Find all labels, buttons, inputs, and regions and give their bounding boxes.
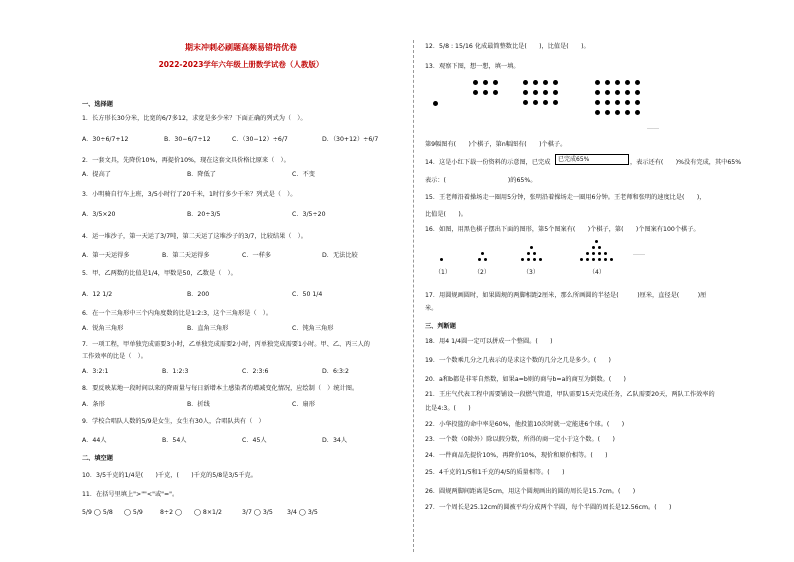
question-20: 20．a和b都是非零自然数，如果a=b则的商与b=a的商互为倒数。( ) (425, 376, 626, 383)
chess-piece (595, 110, 600, 115)
chess-piece (433, 101, 438, 106)
question-27: 27．一个周长是25.12cm的圆被平均分成两个半圆，每个半圆的周长是12.56cm。( ) (425, 504, 672, 511)
question-6: 6．在一个三角形中三个内角度数的比是1:2:3，这个三角形是（ ）。 (82, 310, 273, 317)
page-subtitle: 2022-2023学年六年级上册数学试卷（人教版） (158, 60, 324, 69)
chess-piece (553, 80, 558, 85)
chess-piece (635, 90, 640, 95)
chess-piece (625, 80, 630, 85)
q7-option-c: C．2:3:6 (242, 368, 269, 375)
q5-option-b: B．200 (187, 291, 210, 298)
column-divider (413, 40, 414, 552)
chess-piece (473, 90, 478, 95)
left-column (82, 0, 400, 562)
chess-piece (533, 258, 536, 261)
chess-piece (543, 90, 548, 95)
chess-piece (527, 252, 530, 255)
chess-piece (605, 80, 610, 85)
chess-piece (586, 252, 589, 255)
question-18: 18．用4 1/4圆一定可以拼成一个整圆。( ) (425, 338, 553, 345)
question-15-line1: 15．王老师沿着操场走一圈用5分钟，张明沿着操场走一圈用6分钟。王老师和张明的速度比是( )， (425, 194, 706, 201)
q5-option-a: A．12 1/2 (82, 291, 113, 298)
chess-piece (483, 90, 488, 95)
question-8: 8．要反映某地一段时间以来的降雨量与每日新增本土感染者的增减变化情况，应绘制（ ）统计图。 (82, 385, 359, 392)
chess-piece (605, 100, 610, 105)
q3-option-c: C．3/5÷20 (292, 211, 326, 218)
chess-piece (625, 90, 630, 95)
question-15-line2: 比值是( )。 (425, 211, 467, 218)
question-21-line1: 21．王庄气代表工程中需要铺设一段燃气管道，甲队需要15天完成任务，乙队需要20天，两队工作效率的 (425, 391, 715, 398)
chess-piece (595, 80, 600, 85)
q1-option-d: D．（30+12）÷6/7 (322, 136, 379, 143)
question-9: 9．学校合唱队人数的5/9是女生，女生有30人，合唱队共有（ ） (82, 418, 265, 425)
q9-option-c: C．45人 (242, 437, 267, 444)
q11-item-1: 5/9 ◯ 5/8 (82, 509, 113, 516)
chess-piece (595, 240, 598, 243)
q16-label-2: （2） (474, 269, 490, 276)
chess-piece (523, 90, 528, 95)
chess-piece (586, 258, 589, 261)
chess-piece (523, 80, 528, 85)
q6-option-b: B．直角三角形 (187, 325, 229, 332)
chess-piece (521, 258, 524, 261)
chess-piece (533, 252, 536, 255)
q3-option-a: A．3/5×20 (82, 211, 116, 218)
chess-piece (530, 246, 533, 249)
chess-piece (598, 252, 601, 255)
q13-ellipsis: …… (647, 124, 659, 131)
chess-piece (592, 252, 595, 255)
chess-piece (615, 100, 620, 105)
chess-piece (615, 80, 620, 85)
q8-option-a: A．条形 (82, 401, 105, 408)
chess-piece (592, 258, 595, 261)
chess-piece (543, 100, 548, 105)
chess-piece (635, 100, 640, 105)
chess-piece (598, 246, 601, 249)
question-5: 5．甲、乙两数的比值是1/4，甲数是50，乙数是（ ）。 (82, 270, 237, 277)
q16-label-3: （3） (523, 269, 539, 276)
question-7-line1: 7．一项工程，甲单独完成需要3小时，乙单独完成需要2小时，丙单独完成需要1小时。甲、乙、丙三人的 (82, 341, 370, 348)
chess-piece (523, 100, 528, 105)
q2-option-c: C．不变 (292, 171, 315, 178)
chess-piece (533, 90, 538, 95)
q6-option-c: C．钝角三角形 (292, 325, 334, 332)
chess-piece (484, 258, 487, 261)
chess-piece (604, 252, 607, 255)
question-13-fill: 第9幅图有( )个棋子，第n幅图有( )个棋子。 (425, 141, 567, 148)
question-11: 11．在括号里填上">""<"或"="。 (82, 491, 179, 498)
question-2: 2．一套文具，先降价10%，再提价10%，现在这套文具价格比原来（ ）。 (82, 157, 290, 164)
chess-piece (483, 80, 488, 85)
chess-piece (533, 80, 538, 85)
q4-option-d: D．无法比较 (322, 252, 358, 259)
question-3: 3．小明骑自行车上班，3/5小时行了20千米，1时行多少千米？列式是（ ）。 (82, 191, 297, 198)
q6-option-a: A．锐角三角形 (82, 325, 124, 332)
chess-piece (580, 258, 583, 261)
chess-piece (615, 110, 620, 115)
question-10: 10．3/5千克的1/4是( )千克，( )千克的5/8是3/5千克。 (82, 472, 257, 479)
q11-item-5: 3/7 ◯ 3/5 (242, 509, 273, 516)
chess-piece (625, 100, 630, 105)
question-1: 1．长方形长30分米，比宽的6/7多12，求宽是多少米？下面正确的列式为（ ）。 (82, 115, 307, 122)
q7-option-d: D．6:3:2 (322, 368, 349, 375)
q4-option-c: C．一样多 (242, 252, 272, 259)
q16-label-1: （1） (435, 269, 451, 276)
question-14-line2: 表示：( )的65%。 (425, 177, 537, 184)
chess-piece (533, 100, 538, 105)
q2-option-a: A．提高了 (82, 171, 111, 178)
q1-option-a: A．30÷6/7+12 (82, 136, 129, 143)
question-12: 12．5/8 : 15/16 化成最简整数比是( )，比值是( )。 (425, 43, 590, 50)
q16-ellipsis: …… (633, 250, 645, 257)
section-choice: 一、选择题 (82, 101, 113, 108)
question-17-line1: 17．用圆规画圆时，如果圆规的两脚相距2厘米，那么所画圆的半径是( )厘米，直径是( )厘 (425, 292, 707, 299)
q16-label-4: （4） (589, 269, 605, 276)
chess-piece (605, 90, 610, 95)
chess-piece (615, 90, 620, 95)
chess-piece (604, 258, 607, 261)
q1-option-c: C．（30−12）÷6/7 (232, 136, 288, 143)
section-judge: 三、判断题 (425, 323, 456, 330)
question-24: 24．一件商品先提价10%，再降价10%，现价和原价相等。( ) (425, 452, 608, 459)
chess-piece (493, 80, 498, 85)
q11-item-6: 3/4 ◯ 3/5 (287, 509, 318, 516)
question-16: 16．如图，用黑色棋子摆出下面的图形，第5个图案有( )个棋子，第( )个图案有100个棋子。 (425, 226, 700, 233)
question-22: 22．小华投篮的命中率是60%，他投篮10次时就一定能进6个球。( ) (425, 421, 625, 428)
q11-item-2: ◯ 5/9 (124, 509, 143, 516)
q14-text-a: 14．这是小红下载一份资料的示意图，已完成 (425, 159, 551, 166)
chess-piece (478, 258, 481, 261)
q7-option-a: A．3:2:1 (82, 368, 109, 375)
q4-option-a: A．第一天运得多 (82, 252, 130, 259)
chess-piece (610, 258, 613, 261)
q3-option-b: B．20÷3/5 (187, 211, 221, 218)
chess-piece (539, 258, 542, 261)
q11-item-4: ◯ 8×1/2 (194, 509, 222, 516)
q11-item-3: 8÷2 ◯ (160, 509, 182, 516)
q9-option-b: B．54人 (162, 437, 187, 444)
chess-piece (635, 80, 640, 85)
q14-text-b: ，表示还有( )%没有完成，其中65% (630, 159, 742, 166)
question-21-line2: 比是4:3。( ) (425, 405, 471, 412)
q5-option-c: C．50 1/4 (292, 291, 323, 298)
chess-piece (635, 110, 640, 115)
chess-piece (553, 90, 558, 95)
chess-piece (440, 258, 443, 261)
download-progress-box (555, 154, 629, 165)
chess-piece (493, 90, 498, 95)
question-4: 4．运一堆沙子，第一天运了3/7吨，第二天运了这堆沙子的3/7，比较结果（ ）。 (82, 233, 307, 240)
page-title: 期末冲刺必刷题高频易错培优卷 (185, 43, 297, 52)
question-25: 25．4千克的1/5和1千克的4/5的质量相等。( ) (425, 469, 565, 476)
chess-piece (553, 100, 558, 105)
question-13: 13．观察下图，想一想，填一填。 (425, 63, 520, 70)
q2-option-b: B．降低了 (187, 171, 216, 178)
question-7-line2: 工作效率的比是（ ）。 (82, 353, 147, 360)
chess-piece (605, 110, 610, 115)
question-19: 19．一个数乘几分之几表示的是求这个数的几分之几是多少。( ) (425, 357, 611, 364)
q9-option-a: A．44人 (82, 437, 107, 444)
chess-piece (473, 80, 478, 85)
q8-option-c: C．扇形 (292, 401, 315, 408)
q8-option-b: B．折线 (187, 401, 210, 408)
chess-piece (598, 258, 601, 261)
q7-option-b: B．1:2:3 (162, 368, 189, 375)
chess-piece (481, 252, 484, 255)
section-fill: 二、填空题 (82, 455, 113, 462)
question-26: 26．圆规两脚间距离是5cm，用这个圆规画出的圆的周长是15.7cm。( ) (425, 488, 636, 495)
chess-piece (595, 90, 600, 95)
q1-option-b: B．30−6/7÷12 (164, 136, 211, 143)
right-column (425, 0, 765, 562)
chess-piece (625, 110, 630, 115)
question-17-line2: 米。 (425, 305, 438, 312)
chess-piece (595, 100, 600, 105)
chess-piece (543, 80, 548, 85)
question-23: 23．一个数（0除外）除以假分数，所得的商一定小于这个数。( ) (425, 436, 615, 443)
q9-option-d: D．34人 (322, 437, 348, 444)
q4-option-b: B．第二天运得多 (162, 252, 210, 259)
chess-piece (592, 246, 595, 249)
chess-piece (527, 258, 530, 261)
download-progress-label: 已完成65% (558, 156, 590, 163)
